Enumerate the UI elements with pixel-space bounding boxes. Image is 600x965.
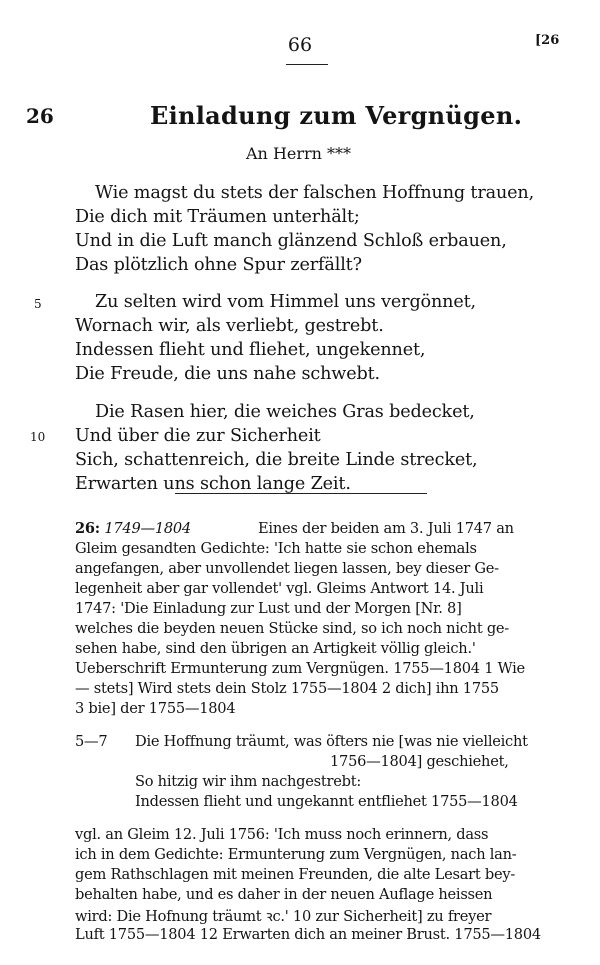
note-line: Die Hoffnung träumt, was öfters nie [was nie vielleicht [135,733,528,750]
note-line: Indessen flieht und ungekannt entfliehet 1755—1804 [135,793,518,810]
verse-line: Das plötzlich ohne Spur zerfällt? [75,255,362,275]
note-line: Eines der beiden am 3. Juli 1747 an [258,520,514,537]
note-line: 3 bie] der 1755—1804 [75,700,236,717]
note-line: behalten habe, und es daher in der neuen Auflage heissen [75,886,493,903]
poem-title: Einladung zum Vergnügen. [150,101,523,130]
note-line: gem Rathschlagen mit meinen Freunden, die alte Lesart bey- [75,866,516,883]
verse-line: Zu selten wird vom Himmel uns vergönnet, [95,292,476,312]
verse-line: Und über die zur Sicherheit [75,426,321,446]
note-line: legenheit aber gar vollendet' vgl. Gleims Antwort 14. Juli [75,580,484,597]
note-reference: 5—7 [75,733,108,750]
poem-dedication: An Herrn *** [246,144,352,163]
verse-line: Die Freude, die uns nahe schwebt. [75,364,380,384]
line-number: 10 [30,430,46,444]
verse-line: Indessen flieht und fliehet, ungekennet, [75,340,426,360]
note-dates: 1749—1804 [104,520,191,537]
note-line: So hitzig wir ihm nachgestrebt: [135,773,361,790]
note-line: sehen habe, sind den übrigen an Artigkeit völlig gleich.' [75,640,476,657]
note-line: angefangen, aber unvollendet liegen lassen, bey dieser Ge- [75,560,499,577]
poem-number: 26 [26,104,54,128]
note-line: Gleim gesandten Gedichte: 'Ich hatte sie schon ehemals [75,540,477,557]
page-number-underline [286,64,328,65]
separator-rule [175,493,427,494]
verse-line: Und in die Luft manch glänzend Schloß erbauen, [75,231,507,251]
verse-line: Erwarten uns schon lange Zeit. [75,474,351,494]
sigla: [26 [535,33,560,48]
line-number: 5 [34,297,42,311]
verse-line: Die dich mit Träumen unterhält; [75,207,360,227]
verse-line: Sich, schattenreich, die breite Linde strecket, [75,450,478,470]
note-line: vgl. an Gleim 12. Juli 1756: 'Ich muss noch erinnern, dass [75,826,489,843]
note-line: 1756—1804] geschiehet, [330,753,509,770]
verse-line: Wornach wir, als verliebt, gestrebt. [75,316,384,336]
note-lemma [75,520,191,537]
note-line: wird: Die Hofnung träumt ꝛc.' 10 zur Sicherheit] zu freyer [75,908,492,925]
note-line: — stets] Wird stets dein Stolz 1755—1804 2 dich] ihn 1755 [75,680,499,697]
verse-line: Wie magst du stets der falschen Hoffnung trauen, [95,183,535,203]
page-number: 66 [287,34,313,56]
note-line: Ueberschrift Ermunterung zum Vergnügen. 1755—1804 1 Wie [75,660,525,677]
note-number: 26: [75,520,100,537]
note-line: welches die beyden neuen Stücke sind, so ich noch nicht ge- [75,620,509,637]
note-line: Luft 1755—1804 12 Erwarten dich an meiner Brust. 1755—1804 [75,926,541,943]
note-line: 1747: 'Die Einladung zur Lust und der Morgen [Nr. 8] [75,600,462,617]
verse-line: Die Rasen hier, die weiches Gras bedecket, [95,402,475,422]
note-line: ich in dem Gedichte: Ermunterung zum Vergnügen, nach lan- [75,846,517,863]
